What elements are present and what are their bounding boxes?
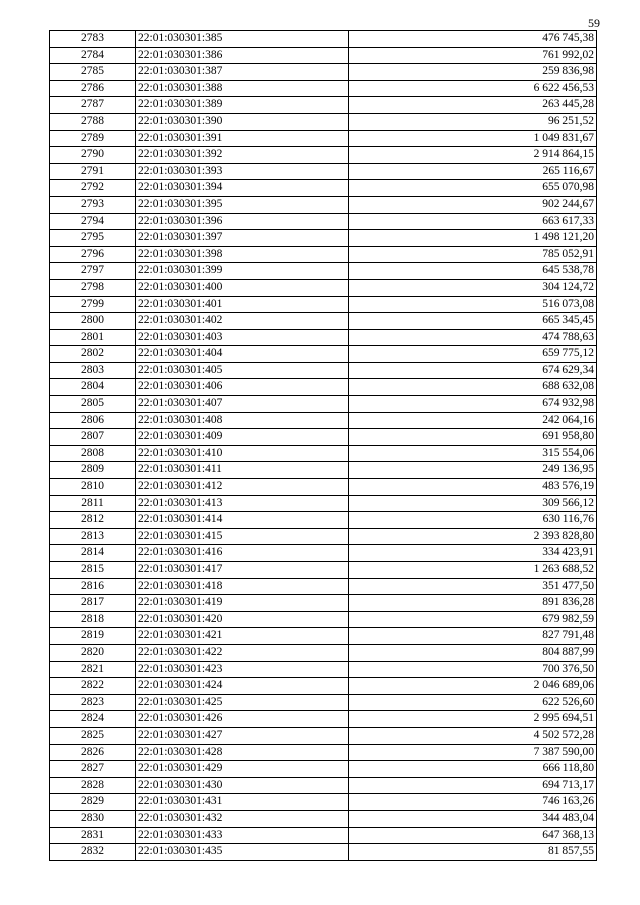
row-number-cell: 2788 xyxy=(50,113,136,130)
cadastral-value-cell: 761 992,02 xyxy=(349,47,597,64)
table-row xyxy=(50,611,597,628)
cadastral-number-cell: 22:01:030301:406 xyxy=(136,379,349,396)
table-row xyxy=(50,777,597,794)
table-row xyxy=(50,296,597,313)
cadastral-value-cell: 2 914 864,15 xyxy=(349,147,597,164)
cadastral-value-cell: 1 049 831,67 xyxy=(349,130,597,147)
cadastral-number-cell: 22:01:030301:388 xyxy=(136,80,349,97)
cadastral-number-cell: 22:01:030301:398 xyxy=(136,246,349,263)
cadastral-number-cell: 22:01:030301:404 xyxy=(136,346,349,363)
table-row xyxy=(50,230,597,247)
row-number-cell: 2822 xyxy=(50,678,136,695)
table-row xyxy=(50,346,597,363)
row-number-cell: 2799 xyxy=(50,296,136,313)
cadastral-number-cell: 22:01:030301:408 xyxy=(136,412,349,429)
row-number-cell: 2792 xyxy=(50,180,136,197)
table-row xyxy=(50,80,597,97)
row-number-cell: 2793 xyxy=(50,196,136,213)
table-row xyxy=(50,678,597,695)
cadastral-value-cell: 334 423,91 xyxy=(349,545,597,562)
cadastral-value-cell: 665 345,45 xyxy=(349,313,597,330)
cadastral-number-cell: 22:01:030301:409 xyxy=(136,429,349,446)
cadastral-value-cell: 6 622 456,53 xyxy=(349,80,597,97)
table-row xyxy=(50,711,597,728)
cadastral-value-cell: 309 566,12 xyxy=(349,495,597,512)
cadastral-number-cell: 22:01:030301:431 xyxy=(136,794,349,811)
row-number-cell: 2831 xyxy=(50,827,136,844)
cadastral-number-cell: 22:01:030301:419 xyxy=(136,595,349,612)
row-number-cell: 2786 xyxy=(50,80,136,97)
table-body xyxy=(50,31,597,861)
row-number-cell: 2813 xyxy=(50,528,136,545)
cadastral-value-cell: 663 617,33 xyxy=(349,213,597,230)
row-number-cell: 2807 xyxy=(50,429,136,446)
cadastral-number-cell: 22:01:030301:416 xyxy=(136,545,349,562)
cadastral-number-cell: 22:01:030301:403 xyxy=(136,329,349,346)
cadastral-value-cell: 691 958,80 xyxy=(349,429,597,446)
table-row xyxy=(50,844,597,861)
cadastral-value-cell: 476 745,38 xyxy=(349,31,597,48)
row-number-cell: 2815 xyxy=(50,562,136,579)
cadastral-value-cell: 1 498 121,20 xyxy=(349,230,597,247)
table-row xyxy=(50,362,597,379)
cadastral-value-cell: 2 393 828,80 xyxy=(349,528,597,545)
cadastral-number-cell: 22:01:030301:391 xyxy=(136,130,349,147)
cadastral-number-cell: 22:01:030301:418 xyxy=(136,578,349,595)
row-number-cell: 2824 xyxy=(50,711,136,728)
cadastral-number-cell: 22:01:030301:387 xyxy=(136,64,349,81)
row-number-cell: 2821 xyxy=(50,661,136,678)
table-row xyxy=(50,180,597,197)
cadastral-number-cell: 22:01:030301:401 xyxy=(136,296,349,313)
cadastral-value-cell: 4 502 572,28 xyxy=(349,727,597,744)
cadastral-value-cell: 902 244,67 xyxy=(349,196,597,213)
cadastral-number-cell: 22:01:030301:425 xyxy=(136,694,349,711)
cadastral-value-cell: 645 538,78 xyxy=(349,263,597,280)
table-row xyxy=(50,445,597,462)
cadastral-number-cell: 22:01:030301:427 xyxy=(136,727,349,744)
row-number-cell: 2806 xyxy=(50,412,136,429)
cadastral-value-cell: 679 982,59 xyxy=(349,611,597,628)
cadastral-value-cell: 263 445,28 xyxy=(349,97,597,114)
row-number-cell: 2801 xyxy=(50,329,136,346)
cadastral-number-cell: 22:01:030301:400 xyxy=(136,279,349,296)
table-row xyxy=(50,163,597,180)
table-row xyxy=(50,578,597,595)
cadastral-value-cell: 2 995 694,51 xyxy=(349,711,597,728)
cadastral-value-cell: 674 932,98 xyxy=(349,396,597,413)
cadastral-number-cell: 22:01:030301:413 xyxy=(136,495,349,512)
table-row xyxy=(50,528,597,545)
table-row xyxy=(50,479,597,496)
row-number-cell: 2820 xyxy=(50,644,136,661)
row-number-cell: 2802 xyxy=(50,346,136,363)
row-number-cell: 2784 xyxy=(50,47,136,64)
cadastral-number-cell: 22:01:030301:421 xyxy=(136,628,349,645)
cadastral-number-cell: 22:01:030301:390 xyxy=(136,113,349,130)
cadastral-number-cell: 22:01:030301:415 xyxy=(136,528,349,545)
cadastral-number-cell: 22:01:030301:395 xyxy=(136,196,349,213)
table-row xyxy=(50,130,597,147)
cadastral-value-cell: 785 052,91 xyxy=(349,246,597,263)
cadastral-number-cell: 22:01:030301:424 xyxy=(136,678,349,695)
cadastral-value-cell: 659 775,12 xyxy=(349,346,597,363)
row-number-cell: 2800 xyxy=(50,313,136,330)
row-number-cell: 2814 xyxy=(50,545,136,562)
cadastral-value-cell: 630 116,76 xyxy=(349,512,597,529)
row-number-cell: 2816 xyxy=(50,578,136,595)
row-number-cell: 2819 xyxy=(50,628,136,645)
cadastral-number-cell: 22:01:030301:428 xyxy=(136,744,349,761)
row-number-cell: 2783 xyxy=(50,31,136,48)
table-row xyxy=(50,562,597,579)
row-number-cell: 2827 xyxy=(50,761,136,778)
cadastral-value-cell: 746 163,26 xyxy=(349,794,597,811)
row-number-cell: 2830 xyxy=(50,810,136,827)
table-row xyxy=(50,113,597,130)
cadastral-number-cell: 22:01:030301:429 xyxy=(136,761,349,778)
table-row xyxy=(50,628,597,645)
cadastral-value-cell: 827 791,48 xyxy=(349,628,597,645)
table-row xyxy=(50,97,597,114)
cadastral-value-cell: 304 124,72 xyxy=(349,279,597,296)
table-row xyxy=(50,744,597,761)
cadastral-number-cell: 22:01:030301:433 xyxy=(136,827,349,844)
cadastral-value-cell: 483 576,19 xyxy=(349,479,597,496)
cadastral-value-cell: 674 629,34 xyxy=(349,362,597,379)
cadastral-number-cell: 22:01:030301:430 xyxy=(136,777,349,794)
table-row xyxy=(50,246,597,263)
cadastral-number-cell: 22:01:030301:432 xyxy=(136,810,349,827)
cadastral-value-cell: 516 073,08 xyxy=(349,296,597,313)
table-row xyxy=(50,31,597,48)
table-row xyxy=(50,396,597,413)
row-number-cell: 2805 xyxy=(50,396,136,413)
table-row xyxy=(50,727,597,744)
cadastral-value-cell: 655 070,98 xyxy=(349,180,597,197)
table-row xyxy=(50,47,597,64)
cadastral-value-cell: 259 836,98 xyxy=(349,64,597,81)
cadastral-value-cell: 694 713,17 xyxy=(349,777,597,794)
row-number-cell: 2809 xyxy=(50,462,136,479)
cadastral-number-cell: 22:01:030301:389 xyxy=(136,97,349,114)
cadastral-value-cell: 81 857,55 xyxy=(349,844,597,861)
table-row xyxy=(50,64,597,81)
row-number-cell: 2823 xyxy=(50,694,136,711)
cadastral-number-cell: 22:01:030301:394 xyxy=(136,180,349,197)
cadastral-number-cell: 22:01:030301:423 xyxy=(136,661,349,678)
cadastral-number-cell: 22:01:030301:420 xyxy=(136,611,349,628)
cadastral-value-cell: 1 263 688,52 xyxy=(349,562,597,579)
row-number-cell: 2832 xyxy=(50,844,136,861)
cadastral-number-cell: 22:01:030301:410 xyxy=(136,445,349,462)
row-number-cell: 2798 xyxy=(50,279,136,296)
row-number-cell: 2804 xyxy=(50,379,136,396)
row-number-cell: 2791 xyxy=(50,163,136,180)
cadastral-value-cell: 344 483,04 xyxy=(349,810,597,827)
row-number-cell: 2825 xyxy=(50,727,136,744)
cadastral-value-cell: 647 368,13 xyxy=(349,827,597,844)
row-number-cell: 2796 xyxy=(50,246,136,263)
row-number-cell: 2810 xyxy=(50,479,136,496)
cadastral-value-cell: 351 477,50 xyxy=(349,578,597,595)
cadastral-number-cell: 22:01:030301:386 xyxy=(136,47,349,64)
cadastral-number-cell: 22:01:030301:393 xyxy=(136,163,349,180)
table-row xyxy=(50,694,597,711)
row-number-cell: 2803 xyxy=(50,362,136,379)
cadastral-number-cell: 22:01:030301:402 xyxy=(136,313,349,330)
table-row xyxy=(50,147,597,164)
table-row xyxy=(50,429,597,446)
table-row xyxy=(50,495,597,512)
table-row xyxy=(50,545,597,562)
cadastral-value-cell: 2 046 689,06 xyxy=(349,678,597,695)
cadastral-number-cell: 22:01:030301:411 xyxy=(136,462,349,479)
cadastral-value-table xyxy=(49,30,597,861)
table-row xyxy=(50,379,597,396)
cadastral-number-cell: 22:01:030301:435 xyxy=(136,844,349,861)
row-number-cell: 2826 xyxy=(50,744,136,761)
cadastral-value-cell: 7 387 590,00 xyxy=(349,744,597,761)
cadastral-number-cell: 22:01:030301:422 xyxy=(136,644,349,661)
row-number-cell: 2812 xyxy=(50,512,136,529)
row-number-cell: 2785 xyxy=(50,64,136,81)
row-number-cell: 2789 xyxy=(50,130,136,147)
table-row xyxy=(50,196,597,213)
cadastral-number-cell: 22:01:030301:392 xyxy=(136,147,349,164)
cadastral-value-cell: 804 887,99 xyxy=(349,644,597,661)
cadastral-number-cell: 22:01:030301:396 xyxy=(136,213,349,230)
table-row xyxy=(50,412,597,429)
table-row xyxy=(50,263,597,280)
cadastral-number-cell: 22:01:030301:412 xyxy=(136,479,349,496)
row-number-cell: 2808 xyxy=(50,445,136,462)
row-number-cell: 2828 xyxy=(50,777,136,794)
table-row xyxy=(50,213,597,230)
table-row xyxy=(50,661,597,678)
cadastral-value-cell: 242 064,16 xyxy=(349,412,597,429)
cadastral-number-cell: 22:01:030301:405 xyxy=(136,362,349,379)
row-number-cell: 2817 xyxy=(50,595,136,612)
table-row xyxy=(50,595,597,612)
row-number-cell: 2818 xyxy=(50,611,136,628)
cadastral-value-cell: 96 251,52 xyxy=(349,113,597,130)
cadastral-value-cell: 891 836,28 xyxy=(349,595,597,612)
table-row xyxy=(50,313,597,330)
cadastral-value-cell: 315 554,06 xyxy=(349,445,597,462)
cadastral-number-cell: 22:01:030301:399 xyxy=(136,263,349,280)
cadastral-value-cell: 249 136,95 xyxy=(349,462,597,479)
page-number: 59 xyxy=(588,16,600,30)
cadastral-value-cell: 666 118,80 xyxy=(349,761,597,778)
row-number-cell: 2787 xyxy=(50,97,136,114)
cadastral-value-cell: 622 526,60 xyxy=(349,694,597,711)
row-number-cell: 2829 xyxy=(50,794,136,811)
cadastral-number-cell: 22:01:030301:385 xyxy=(136,31,349,48)
cadastral-number-cell: 22:01:030301:417 xyxy=(136,562,349,579)
cadastral-number-cell: 22:01:030301:397 xyxy=(136,230,349,247)
cadastral-value-cell: 265 116,67 xyxy=(349,163,597,180)
cadastral-number-cell: 22:01:030301:414 xyxy=(136,512,349,529)
cadastral-number-cell: 22:01:030301:407 xyxy=(136,396,349,413)
table-row xyxy=(50,827,597,844)
table-row xyxy=(50,512,597,529)
row-number-cell: 2811 xyxy=(50,495,136,512)
cadastral-value-cell: 700 376,50 xyxy=(349,661,597,678)
cadastral-value-cell: 474 788,63 xyxy=(349,329,597,346)
table-row xyxy=(50,761,597,778)
table-row xyxy=(50,794,597,811)
table-row xyxy=(50,644,597,661)
cadastral-number-cell: 22:01:030301:426 xyxy=(136,711,349,728)
cadastral-value-cell: 688 632,08 xyxy=(349,379,597,396)
table-row xyxy=(50,462,597,479)
row-number-cell: 2797 xyxy=(50,263,136,280)
table-row xyxy=(50,329,597,346)
table-row xyxy=(50,810,597,827)
row-number-cell: 2790 xyxy=(50,147,136,164)
table-row xyxy=(50,279,597,296)
row-number-cell: 2794 xyxy=(50,213,136,230)
row-number-cell: 2795 xyxy=(50,230,136,247)
